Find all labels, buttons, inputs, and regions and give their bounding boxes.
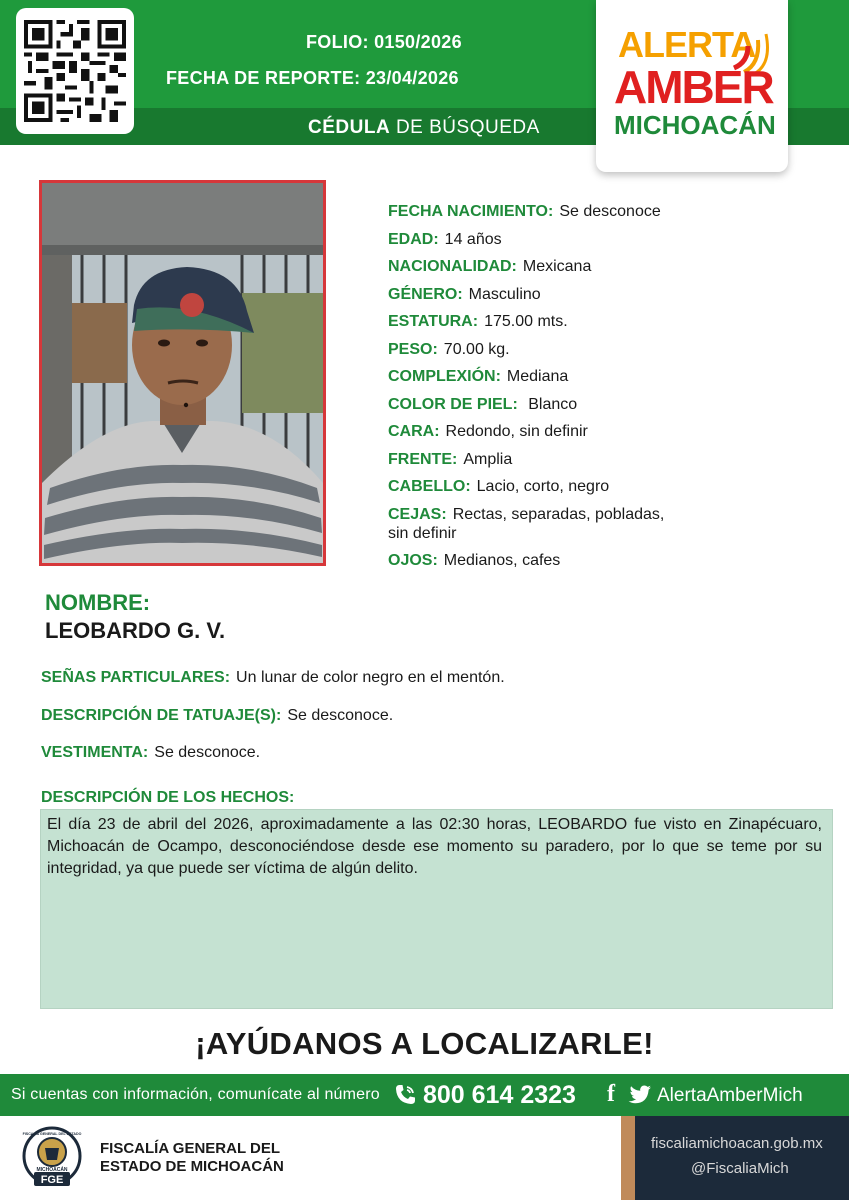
field-value: 175.00 mts.	[484, 313, 568, 330]
field-genero	[388, 285, 718, 304]
field-value: Amplia	[463, 450, 513, 468]
organization-name-line2: ESTADO DE MICHOACÁN	[100, 1158, 284, 1175]
vestimenta-value: Se desconoce.	[154, 744, 261, 761]
hechos-label: DESCRIPCIÓN DE LOS HECHOS:	[41, 789, 295, 806]
tatuaje-value: Se desconoce.	[287, 707, 394, 724]
senas-value: Un lunar de color negro en el mentón.	[236, 669, 505, 686]
seal-abbr: FGE	[40, 1174, 64, 1186]
website-link[interactable]: fiscaliamichoacan.gob.mx	[651, 1135, 823, 1152]
name-label: NOMBRE:	[45, 590, 151, 615]
field-value: Se desconoce	[559, 203, 661, 220]
field-complexion	[388, 367, 718, 386]
logo-amber-text: AMBER	[614, 61, 773, 113]
field-value: Mexicana	[522, 258, 592, 275]
field-label: OJOS:	[388, 552, 438, 569]
field-peso	[388, 340, 718, 359]
twitter-icon[interactable]	[627, 1084, 651, 1106]
field-label: COMPLEXIÓN:	[388, 368, 501, 385]
field-value: Mediana	[506, 368, 569, 385]
facebook-icon[interactable]: f	[607, 1081, 615, 1107]
field-label: FRENTE:	[388, 450, 458, 468]
field-frente	[388, 450, 718, 469]
vestimenta	[41, 744, 260, 762]
field-value: Redondo, sin definir	[445, 423, 588, 440]
header	[0, 0, 849, 145]
field-estatura	[388, 312, 718, 331]
field-value: Rectas, separadas, pobladas, sin definir	[388, 505, 665, 542]
person-name: LEOBARDO G. V.	[45, 618, 226, 643]
field-nacionalidad	[388, 257, 718, 276]
senas-particulares	[41, 669, 505, 687]
qr-code[interactable]	[16, 8, 134, 134]
social-handle-link[interactable]: AlertaAmberMich	[657, 1085, 803, 1106]
field-value: Masculino	[468, 285, 541, 303]
field-color-piel	[388, 395, 718, 414]
field-ojos	[388, 551, 718, 570]
seal-org: FISCALÍA GENERAL DEL ESTADO	[22, 1132, 82, 1136]
folio: FOLIO: 0150/2026	[306, 32, 462, 52]
field-value: Lacio, corto, negro	[476, 478, 610, 495]
field-label: COLOR DE PIEL:	[388, 395, 518, 413]
field-label: PESO:	[388, 340, 438, 358]
document-title-rest: DE BÚSQUEDA	[390, 117, 540, 138]
vestimenta-label: VESTIMENTA:	[41, 744, 149, 761]
field-value: 70.00 kg.	[443, 340, 510, 358]
document-title	[308, 117, 540, 139]
field-label: CARA:	[388, 423, 440, 440]
organization-name	[100, 1140, 284, 1176]
tatuaje-label: DESCRIPCIÓN DE TATUAJE(S):	[41, 707, 282, 724]
field-value: Medianos, cafes	[443, 552, 561, 569]
field-label: ESTATURA:	[388, 313, 479, 330]
seal-region: MICHOACÁN	[36, 1167, 68, 1173]
organization-name-line1: FISCALÍA GENERAL DEL	[100, 1140, 281, 1157]
missing-person-photo	[39, 180, 326, 566]
field-cejas	[388, 505, 688, 543]
qr-code-icon	[24, 16, 126, 126]
alerta-amber-logo	[596, 0, 788, 172]
document-title-bold: CÉDULA	[308, 117, 391, 138]
personal-details	[388, 202, 718, 579]
contact-text: Si cuentas con información, comunícate al número	[11, 1086, 380, 1103]
field-value: 14 años	[444, 230, 502, 248]
descripcion-tatuaje	[41, 707, 393, 725]
person-photo-illustration	[42, 183, 323, 563]
phone-icon	[393, 1083, 417, 1107]
field-label: GÉNERO:	[388, 285, 463, 303]
field-cara	[388, 422, 718, 441]
field-edad	[388, 230, 718, 249]
field-label: CABELLO:	[388, 478, 471, 495]
hechos-description: El día 23 de abril del 2026, aproximadamente a las 02:30 horas, LEOBARDO fue visto en Zinapécuaro, Michoacán de Ocampo, desconociéndose desde ese momento su paradero, por lo que se teme por su integridad, ya que puede ser víctima de algún delito.	[40, 809, 833, 1009]
senas-label: SEÑAS PARTICULARES:	[41, 669, 231, 686]
field-fecha-nacimiento	[388, 202, 718, 221]
field-label: CEJAS:	[388, 505, 447, 523]
field-label: NACIONALIDAD:	[388, 258, 517, 275]
field-label: EDAD:	[388, 230, 439, 248]
phone-number-link[interactable]: 800 614 2323	[423, 1081, 576, 1109]
field-label: FECHA NACIMIENTO:	[388, 203, 554, 220]
contact-bar	[0, 1074, 849, 1116]
logo-region-text: MICHOACÁN	[614, 110, 776, 140]
fge-seal-icon	[20, 1126, 84, 1190]
social-link[interactable]: @FiscaliaMich	[691, 1160, 789, 1177]
report-date: FECHA DE REPORTE: 23/04/2026	[166, 68, 459, 88]
logo-alerta-text: ALERTA	[618, 24, 756, 65]
footer	[0, 1116, 849, 1200]
help-heading: ¡AYÚDANOS A LOCALIZARLE!	[195, 1026, 654, 1061]
field-value: Blanco	[523, 395, 578, 413]
footer-links	[621, 1116, 849, 1200]
field-cabello	[388, 477, 718, 496]
